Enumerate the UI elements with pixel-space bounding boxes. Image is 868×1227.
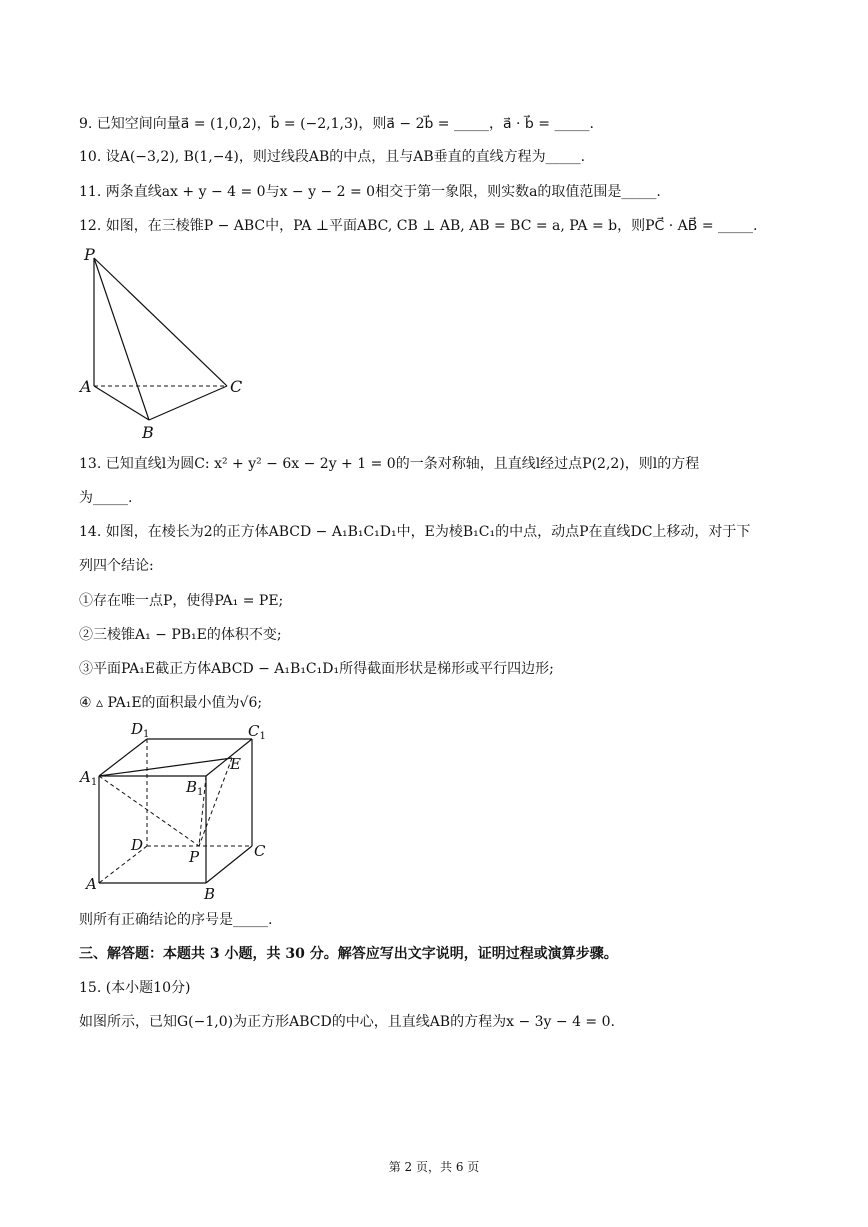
conclusion-3: ③平面PA₁E截正方体ABCD − A₁B₁C₁D₁所得截面形状是梯形或平行四边形; <box>79 661 554 677</box>
edge-ab <box>94 386 149 420</box>
question-9: 9. 已知空间向量a⃗ = (1,0,2)，b⃗ = (−2,1,3)，则a⃗ − 2b⃗ = _____，a⃗ · b⃗ = _____. <box>79 116 594 132</box>
question-13-line2: 为_____. <box>79 490 133 506</box>
question-14-line1: 14. 如图，在棱长为2的正方体ABCD − A₁B₁C₁D₁中，E为棱B₁C₁的中点，动点P在直线DC上移动，对于下 <box>79 524 751 540</box>
segment-a1-p <box>99 776 199 846</box>
question-15-title: 15. (本小题10分) <box>79 980 191 996</box>
edge-bc <box>149 386 227 420</box>
edge-pb <box>94 258 149 420</box>
question-14-answer: 则所有正确结论的序号是_____. <box>79 912 273 928</box>
pyramid-figure <box>76 244 256 444</box>
conclusion-4: ④ ▵ PA₁E的面积最小值为√6; <box>79 695 263 711</box>
label-b: B <box>142 423 154 442</box>
edge-b-c <box>206 846 252 883</box>
label-a: A <box>80 377 92 396</box>
label-c: C <box>254 842 266 860</box>
label-p: P <box>84 245 95 264</box>
label-b: B <box>204 885 216 903</box>
edge-pc <box>94 258 227 386</box>
label-c1: $C_1$ <box>248 722 266 742</box>
conclusion-1: ①存在唯一点P，使得PA₁ = PE; <box>79 593 284 609</box>
label-a1: $A_1$ <box>80 768 98 788</box>
label-d1: $D_1$ <box>131 720 150 740</box>
question-13-line1: 13. 已知直线l为圆C: x² + y² − 6x − 2y + 1 = 0的一条对称轴，且直线l经过点P(2,2)，则l的方程 <box>79 456 700 472</box>
question-10: 10. 设A(−3,2), B(1,−4)，则过线段AB的中点，且与AB垂直的直线方程为_____. <box>79 149 586 165</box>
page-footer: 第 2 页，共 6 页 <box>388 1160 480 1174</box>
label-p: P <box>189 848 200 866</box>
question-14-line2: 列四个结论: <box>79 558 154 574</box>
edge-c1-b1 <box>206 739 252 776</box>
label-b1: $B_1$ <box>186 778 204 798</box>
label-e: E <box>230 755 241 773</box>
conclusion-2: ②三棱锥A₁ − PB₁E的体积不变; <box>79 627 282 643</box>
section-3-heading: 三、解答题：本题共 3 小题，共 30 分。解答应写出文字说明，证明过程或演算步骤。 <box>79 946 618 962</box>
question-11: 11. 两条直线ax + y − 4 = 0与x − y − 2 = 0相交于第一象限，则实数a的取值范围是_____. <box>79 184 661 200</box>
question-15-text: 如图所示，已知G(−1,0)为正方形ABCD的中心，且直线AB的方程为x − 3y − 4 = 0. <box>79 1014 615 1030</box>
question-12: 12. 如图，在三棱锥P − ABC中，PA ⊥平面ABC, CB ⊥ AB, AB = BC = a, PA = b，则PC⃗ · AB⃗ = _____. <box>79 218 758 234</box>
cube-figure <box>76 718 286 903</box>
segment-e-p <box>199 758 232 846</box>
label-a: A <box>86 875 97 893</box>
label-c: C <box>230 377 243 396</box>
label-d: D <box>131 836 144 854</box>
